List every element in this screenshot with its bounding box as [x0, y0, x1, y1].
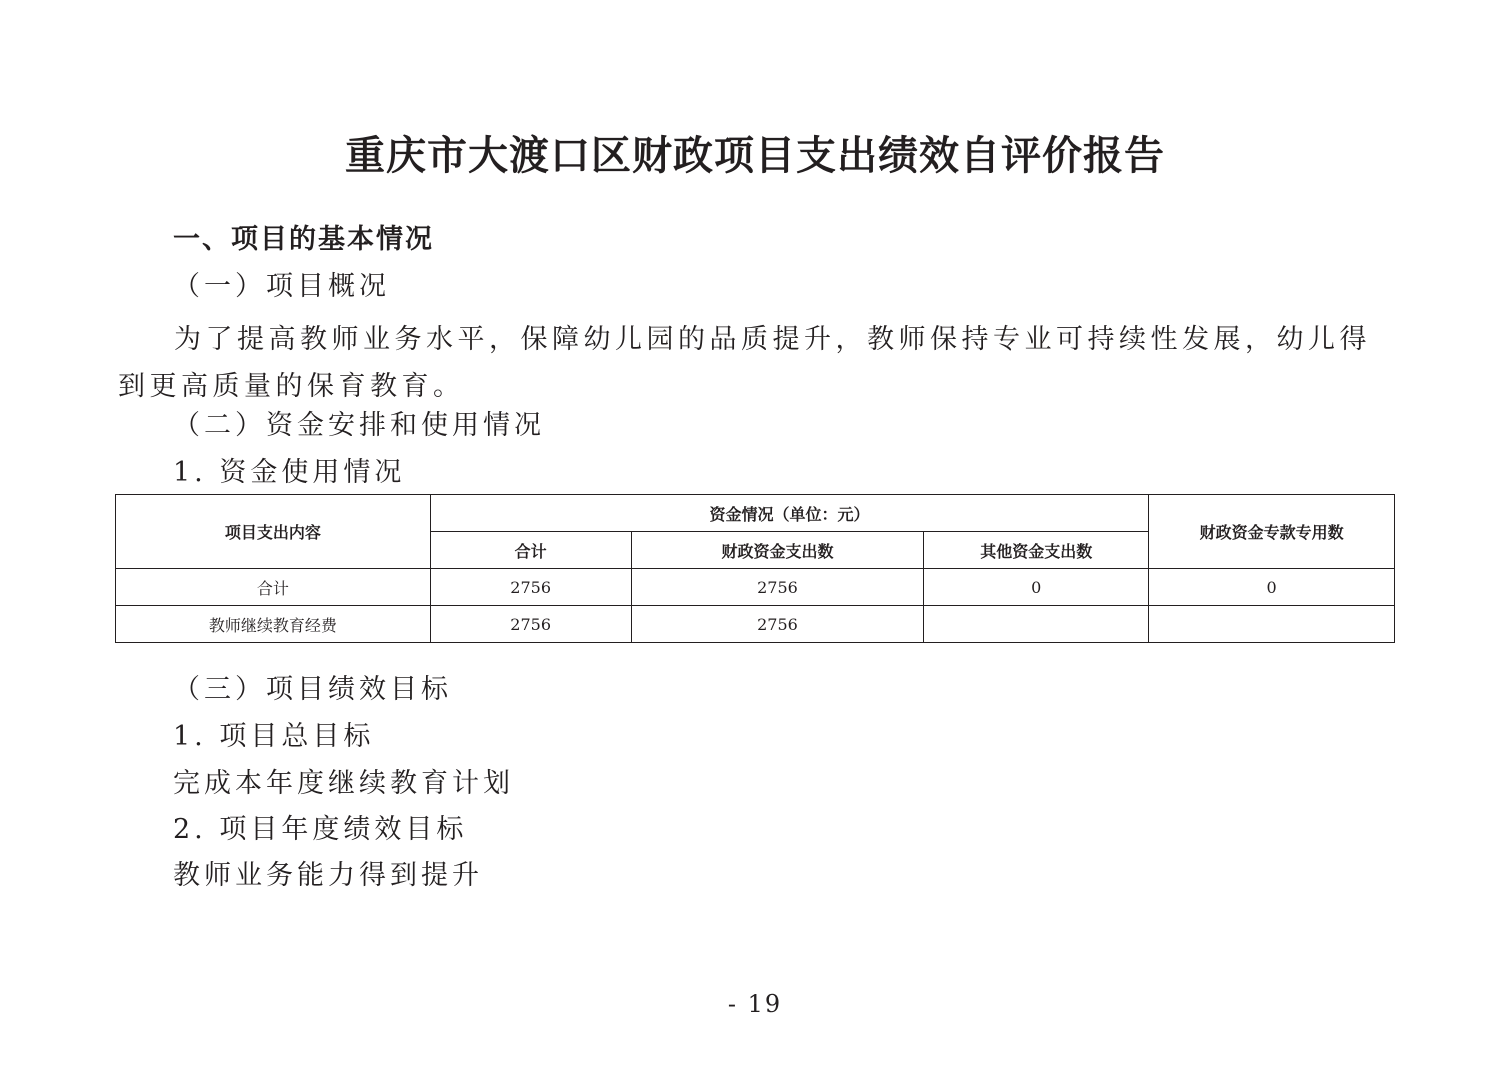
- cell-fiscal: 2756: [631, 569, 924, 606]
- item-funds-usage: 1. 资金使用情况: [173, 457, 406, 488]
- header-content: 项目支出内容: [116, 495, 431, 569]
- cell-other: [924, 606, 1149, 643]
- funds-table: [115, 494, 1395, 643]
- overall-goal-text: 完成本年度继续教育计划: [173, 768, 514, 799]
- cell-name: 教师继续教育经费: [116, 606, 431, 643]
- page-number: - 19: [727, 990, 783, 1018]
- table-row: [116, 569, 1395, 606]
- cell-other: 0: [924, 569, 1149, 606]
- document-title: 重庆市大渡口区财政项目支出绩效自评价报告: [345, 133, 1165, 179]
- table-row: [116, 606, 1395, 643]
- cell-special: 0: [1149, 569, 1395, 606]
- header-other: 其他资金支出数: [924, 532, 1149, 569]
- section-heading-basic-info: 一、项目的基本情况: [173, 224, 434, 255]
- subsection-heading-overview: （一）项目概况: [173, 271, 390, 302]
- cell-special: [1149, 606, 1395, 643]
- subsection-heading-funds: （二）资金安排和使用情况: [173, 410, 545, 441]
- overview-paragraph: 为了提高教师业务水平，保障幼儿园的品质提升，教师保持专业可持续性发展，幼儿得到更高质量的保育教育。: [118, 324, 1371, 402]
- item-overall-goal: 1. 项目总目标: [173, 721, 375, 752]
- header-special: 财政资金专款专用数: [1149, 495, 1395, 569]
- cell-fiscal: 2756: [631, 606, 924, 643]
- item-annual-goal: 2. 项目年度绩效目标: [173, 814, 468, 845]
- cell-total: 2756: [430, 606, 631, 643]
- annual-goal-text: 教师业务能力得到提升: [173, 860, 483, 891]
- subsection-heading-goals: （三）项目绩效目标: [173, 674, 452, 705]
- header-funds-group: 资金情况（单位：元）: [430, 495, 1148, 532]
- header-total: 合计: [430, 532, 631, 569]
- table-header-row: [116, 495, 1395, 532]
- cell-total: 2756: [430, 569, 631, 606]
- cell-name: 合计: [116, 569, 431, 606]
- header-fiscal: 财政资金支出数: [631, 532, 924, 569]
